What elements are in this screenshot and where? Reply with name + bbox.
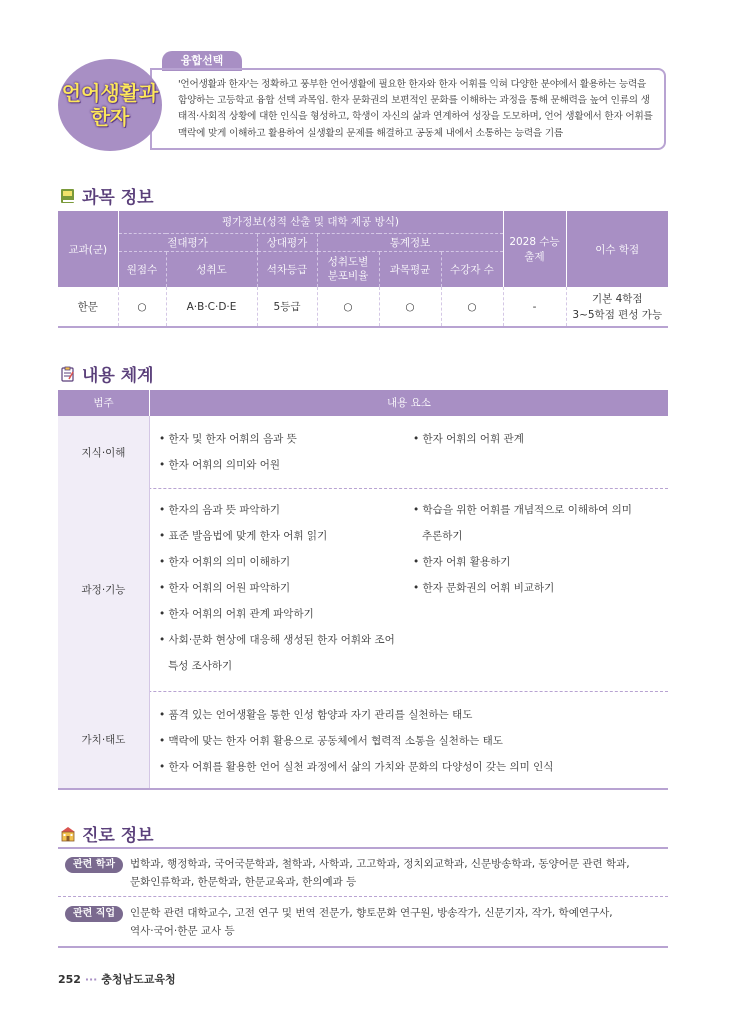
content-system-header	[58, 390, 668, 416]
list-item: • 한자 및 한자 어휘의 음과 뜻	[159, 433, 297, 445]
category-tag: 융합선택	[162, 51, 242, 71]
list-item: 특성 조사하기	[168, 660, 233, 672]
header-relative: 상대평가	[257, 233, 317, 251]
list-item: • 맥락에 맞는 한자 어휘 활용으로 공동체에서 협력적 소통을 실천하는 태도	[159, 735, 503, 747]
career-info-heading	[60, 821, 154, 846]
header-num-students: 수강자 수	[441, 251, 503, 287]
category-values: 가치·태도	[58, 691, 149, 788]
header-eval-info: 평가정보(성적 산출 및 대학 제공 방식)	[118, 211, 503, 233]
header-rank-grade: 석차등급	[257, 251, 317, 287]
cell-num-students: ○	[441, 287, 503, 327]
list-item: • 한자 어휘의 의미와 어원	[159, 459, 280, 471]
header-csat: 2028 수능 출제	[503, 211, 566, 287]
header-content: 내용 요소	[387, 397, 431, 409]
list-item: • 품격 있는 언어생활을 통한 인성 함양과 자기 관리를 실천하는 태도	[159, 709, 473, 721]
book-icon	[60, 188, 76, 204]
cell-raw-score: ○	[118, 287, 166, 327]
cell-course-avg: ○	[379, 287, 441, 327]
row-knowledge	[58, 416, 668, 489]
content-system-table	[58, 390, 668, 788]
header-course-avg: 과목평균	[379, 251, 441, 287]
job-label: 관련 직업	[65, 906, 123, 922]
cell-rank-grade: 5등급	[257, 287, 317, 327]
header-absolute: 절대평가	[118, 233, 257, 251]
cell-achievement: A·B·C·D·E	[166, 287, 257, 327]
footer-separator: ···	[84, 973, 98, 986]
row-process	[58, 488, 668, 692]
cell-csat: -	[503, 287, 566, 327]
header-subject-group: 교과(군)	[58, 211, 118, 287]
header-category: 범주	[93, 397, 114, 409]
page-number: 252	[58, 973, 81, 986]
publisher-name: 충청남도교육청	[101, 973, 176, 986]
list-item: • 학습을 위한 어휘를 개념적으로 이해하여 의미	[413, 504, 632, 516]
list-item: • 한자 어휘의 어원 파악하기	[159, 582, 291, 594]
table-row	[58, 287, 668, 327]
dept-line1: 법학과, 행정학과, 국어국문학과, 철학과, 사학과, 고고학과, 정치외교학과, 신문방송학과, 동양어문 관련 학과,	[130, 858, 630, 870]
page-footer	[58, 971, 176, 987]
job-line2: 역사·국어·한문 교사 등	[130, 925, 235, 937]
list-item: • 사회·문화 현상에 대응해 생성된 한자 어휘와 조어	[159, 634, 395, 646]
subject-title-line1: 언어생활과	[61, 81, 159, 105]
dept-label: 관련 학과	[65, 857, 123, 873]
subject-title-line2: 한자	[90, 105, 130, 129]
row-values	[58, 691, 668, 790]
list-item: • 한자 어휘의 어휘 관계	[413, 433, 524, 445]
header-achievement-dist: 성취도별 분포비율	[317, 251, 379, 287]
header-raw-score: 원점수	[118, 251, 166, 287]
dept-line2: 문화인류학과, 한문학과, 한문교육과, 한의예과 등	[130, 876, 357, 888]
clipboard-icon	[60, 366, 76, 382]
job-line1: 인문학 관련 대학교수, 고전 연구 및 번역 전문가, 향토문화 연구원, 방송작가, 신문기자, 작가, 학예연구사,	[130, 907, 613, 919]
cell-achievement-dist: ○	[317, 287, 379, 327]
content-system-heading	[60, 361, 154, 386]
header-achievement: 성취도	[166, 251, 257, 287]
list-item: • 한자 어휘의 의미 이해하기	[159, 556, 291, 568]
subject-title-badge	[58, 59, 162, 151]
list-item: • 한자 어휘 활용하기	[413, 556, 511, 568]
career-info-box	[58, 847, 668, 948]
header-stats: 통계정보	[317, 233, 503, 251]
list-item: • 한자 문화권의 어휘 비교하기	[413, 582, 555, 594]
header-credits: 이수 학점	[566, 211, 668, 287]
list-item: • 한자 어휘의 어휘 관계 파악하기	[159, 608, 314, 620]
course-info-heading	[60, 183, 154, 208]
cell-credits: 기본 4학점 3~5학점 편성 가능	[572, 292, 663, 321]
subject-description: '언어생활과 한자'는 정확하고 풍부한 언어생활에 필요한 한자와 한자 어휘를 익혀 다양한 분야에서 활용하는 능력을 함양하는 고등학교 융합 선택 과목임. 한자 문화권의 보편적인 문화를 이해하는 과정을 통해 문해력을 높여 인류의 생태적·사회적 상황에 대한 인식을 형성하고, 학생이 자신의 삶과 연계하여 성장을 도모하며, 언어 생활에서 한자 어휘를 맥락에 맞게 이해하고 활용하여 실생활의 문제를 해결하고 공동체 내에서 소통하는 능력을 기름	[150, 68, 666, 150]
career-info-title: 진로 정보	[82, 826, 154, 846]
cell-subject-group: 한문	[77, 301, 98, 313]
list-item: • 한자의 음과 뜻 파악하기	[159, 504, 280, 516]
course-info-title: 과목 정보	[82, 188, 154, 208]
school-icon	[60, 826, 76, 842]
list-item: • 한자 어휘를 활용한 언어 실천 과정에서 삶의 가치와 문화의 다양성이 갖는 의미 인식	[159, 761, 554, 773]
list-item: • 표준 발음법에 맞게 한자 어휘 읽기	[159, 530, 328, 542]
content-system-title: 내용 체계	[82, 366, 154, 386]
course-info-table	[58, 211, 668, 328]
category-knowledge: 지식·이해	[58, 416, 149, 488]
list-item: 추론하기	[422, 530, 463, 542]
category-process: 과정·기능	[58, 488, 149, 691]
